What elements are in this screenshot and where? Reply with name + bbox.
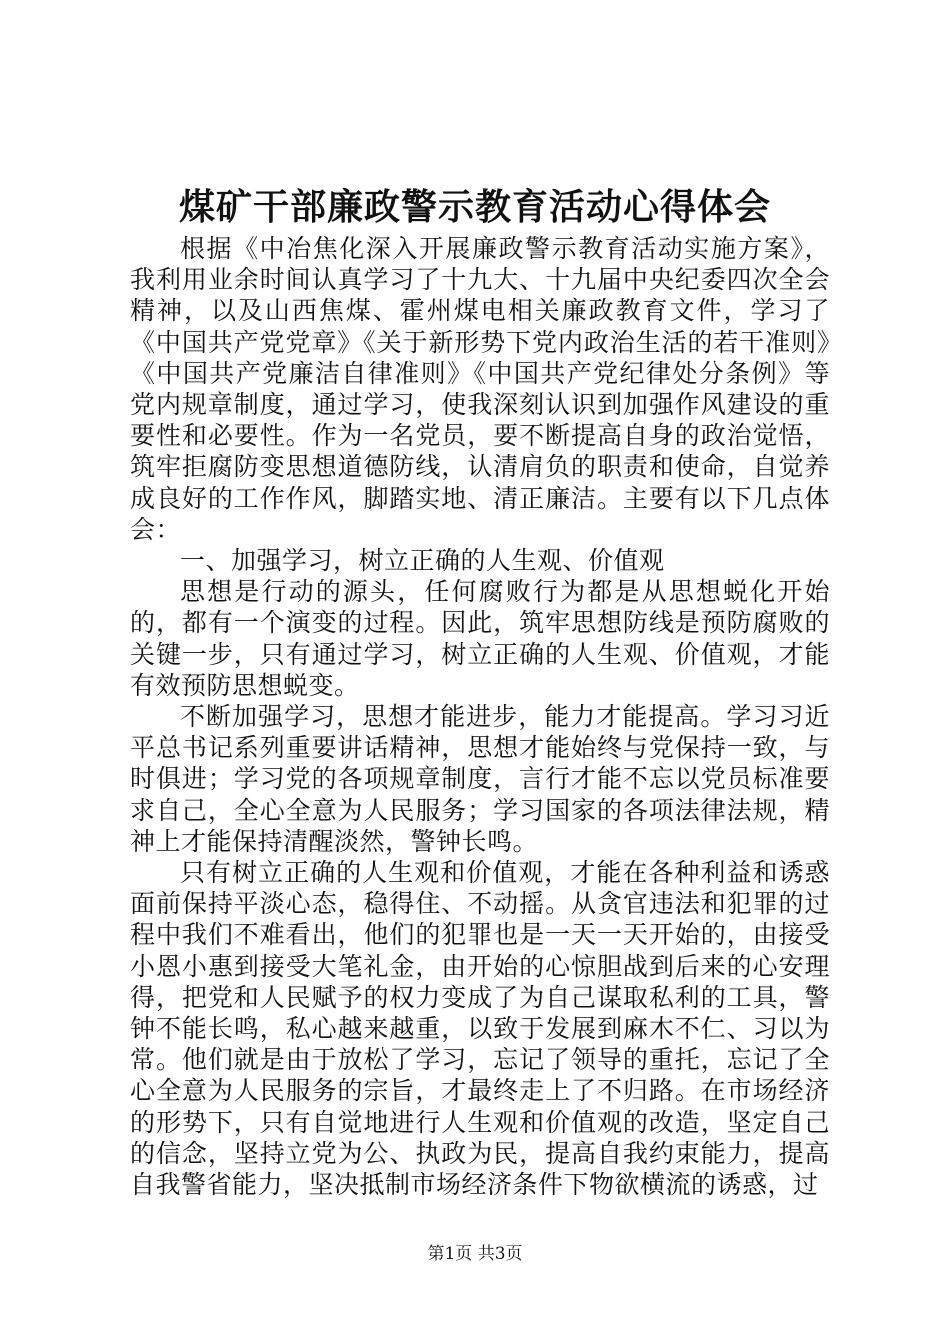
paragraph-2: 思想是行动的源头，任何腐败行为都是从思想蜕化开始的，都有一个演变的过程。因此，筑牢思想防线是预防腐败的关键一步，只有通过学习，树立正确的人生观、价值观，才能有效预防思想蜕变。 <box>130 577 830 700</box>
document-body <box>130 233 830 1200</box>
document-title: 煤矿干部廉政警示教育活动心得体会 <box>178 186 771 228</box>
paragraph-3: 不断加强学习，思想才能进步，能力才能提高。学习习近平总书记系列重要讲话精神，思想才能始终与党保持一致，与时俱进；学习党的各项规章制度，言行才能不忘以党员标准要求自己，全心全意为人民服务；学习国家的各项法律法规，精神上才能保持清醒淡然，警钟长鸣。 <box>130 702 830 856</box>
section-heading-1: 一、加强学习，树立正确的人生观、价值观 <box>180 546 665 576</box>
paragraph-4: 只有树立正确的人生观和价值观，才能在各种利益和诱惑面前保持平淡心态，稳得住、不动摇。从贪官违法和犯罪的过程中我们不难看出，他们的犯罪也是一天一天开始的，由接受小恩小惠到接受大笔礼金，由开始的心惊胆战到后来的心安理得，把党和人民赋予的权力变成了为自己谋取私利的工具，警钟不能长鸣，私心越来越重，以致于发展到麻木不仁、习以为常。他们就是由于放松了学习，忘记了领导的重托，忘记了全心全意为人民服务的宗旨，才最终走上了不归路。在市场经济的形势下，只有自觉地进行人生观和价值观的改造，坚定自己的信念，坚持立党为公、执政为民，提高自我约束能力，提高自我警省能力，坚决抵制市场经济条件下物欲横流的诱惑，过 <box>130 858 830 1200</box>
page-footer: 第1页 共3页 <box>427 1244 523 1264</box>
paragraph-intro: 根据《中冶焦化深入开展廉政警示教育活动实施方案》，我利用业余时间认真学习了十九大、十九届中央纪委四次全会精神，以及山西焦煤、霍州煤电相关廉政教育文件，学习了《中国共产党党章》《关于新形势下党内政治生活的若干准则》《中国共产党廉洁自律准则》《中国共产党纪律处分条例》等党内规章制度，通过学习，使我深刻认识到加强作风建设的重要性和必要性。作为一名党员，要不断提高自身的政治觉悟，筑牢拒腐防变思想道德防线，认清肩负的职责和使命，自觉养成良好的工作作风，脚踏实地、清正廉洁。主要有以下几点体会： <box>130 234 830 544</box>
